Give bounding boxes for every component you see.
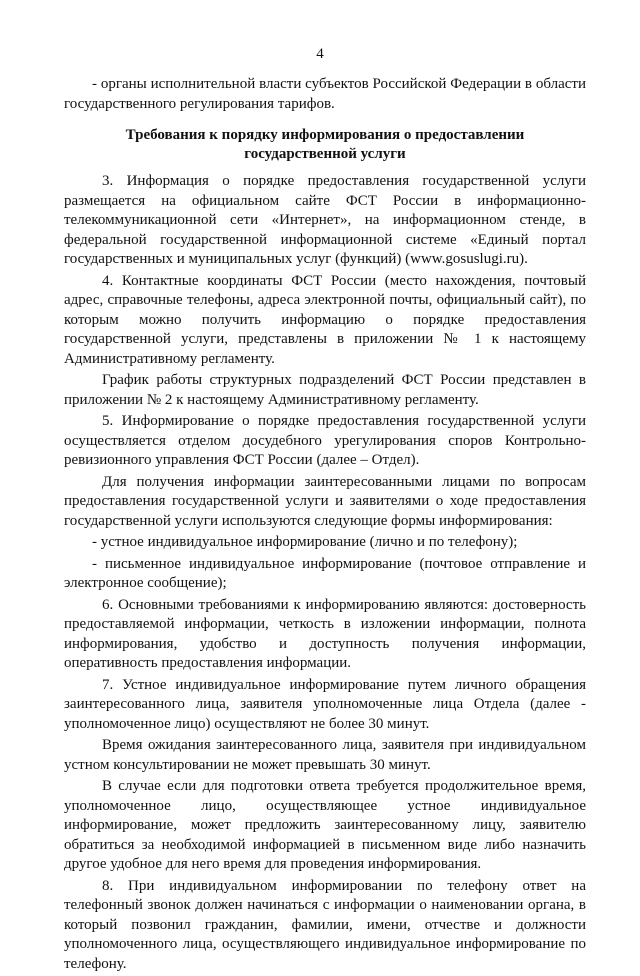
page-number: 4: [316, 46, 324, 62]
paragraph-5: 5. Информирование о порядке предоставления государственной услуги осуществляется отделом досудебного урегулирования споров Контрольно-ревизионного управления ФСТ России (далее – Отдел).: [64, 413, 586, 468]
paragraph-3: 3. Информация о порядке предоставления государственной услуги размещается на официальном сайте ФСТ России в информационно-телекоммуникационной сети «Интернет», на информационном стенде, в федеральной государственной информационной системе «Единый портал государственных и муниципальных услуг (функций) (www.gosuslugi.ru).: [64, 173, 586, 267]
paragraph-schedule: График работы структурных подразделений ФСТ России представлен в приложении № 2 к настоящему Административному регламенту.: [64, 372, 586, 408]
paragraph-long-answer: В случае если для подготовки ответа требуется продолжительное время, уполномоченное лицо, осуществляющее устное индивидуальное информирование, может предложить заинтересованному лицу, заявителю обратиться за необходимой информацией в письменном виде либо назначить другое удобное для него время для проведения информирования.: [64, 778, 586, 872]
document-body: [64, 75, 586, 976]
heading-line-2: государственной услуги: [244, 146, 406, 162]
paragraph-forms: Для получения информации заинтересованными лицами по вопросам предоставления государственной услуги и заявителями о ходе предоставления государственной услуги используются следующие формы информирования:: [64, 473, 586, 529]
section-heading: [64, 126, 586, 164]
paragraph-4: 4. Контактные координаты ФСТ России (место нахождения, почтовый адрес, справочные телефоны, адреса электронной почты, официальный сайт), по которым можно получить информацию о порядке предоставления государственной услуги, представлены в приложении № 1 к настоящему Административному регламенту.: [64, 272, 586, 367]
paragraph-7: 7. Устное индивидуальное информирование путем личного обращения заинтересованного лица, заявителя уполномоченные лица Отдела (далее - уполномоченное лицо) осуществляют не более 30 минут.: [64, 676, 586, 732]
paragraph-waiting-time: Время ожидания заинтересованного лица, заявителя при индивидуальном устном консультировании не может превышать 30 минут.: [64, 737, 586, 773]
list-item-written: - письменное индивидуальное информирование (почтовое отправление и электронное сообщение);: [64, 555, 586, 591]
list-item-oral: - устное индивидуальное информирование (лично и по телефону);: [92, 534, 518, 550]
heading-line-1: Требования к порядку информирования о предоставлении: [125, 127, 525, 143]
paragraph-intro-dash: - органы исполнительной власти субъектов Российской Федерации в области государственного регулирования тарифов.: [64, 76, 586, 112]
paragraph-8: 8. При индивидуальном информировании по телефону ответ на телефонный звонок должен начинаться с информации о наименовании органа, в который позвонил гражданин, фамилии, имени, отчестве и должности уполномоченного лица, осуществляющего индивидуальное информирование по телефону.: [64, 877, 586, 972]
paragraph-6: 6. Основными требованиями к информированию являются: достоверность предоставляемой информации, четкость в изложении информации, полнота информирования, удобство и доступность получения информации, оперативность предоставления информации.: [64, 596, 586, 671]
